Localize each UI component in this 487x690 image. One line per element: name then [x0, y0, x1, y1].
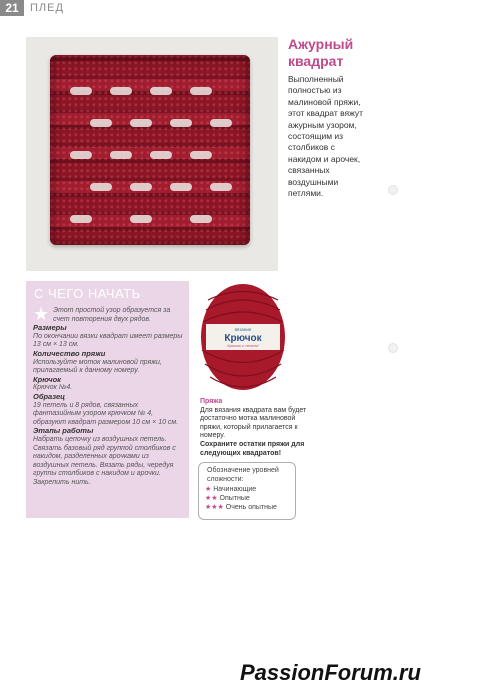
lace-hole — [190, 151, 212, 159]
how-to-start-box — [26, 281, 189, 518]
yarn-label-small: вязание — [234, 327, 252, 332]
article-title: Ажурный квадрат — [288, 36, 354, 69]
lace-hole — [210, 119, 232, 127]
yarn-info — [200, 398, 312, 458]
legend-row-experienced: ★★ Опытные — [205, 495, 250, 502]
lace-hole — [130, 183, 152, 191]
star-icon: ★ — [33, 304, 50, 324]
decor-dot — [388, 343, 398, 353]
article-description: Выполненный полностью из малиновой пряжи, этот квадрат вяжут ажурным узором, состоящим из столбиков с накидом и арочек, связанных воздушными петлями. — [288, 74, 364, 199]
lace-hole — [170, 119, 192, 127]
sample-heading: Образец — [33, 391, 65, 401]
star-icon: ★ — [205, 486, 212, 493]
legend-row-expert: ★★★ Очень опытные — [205, 504, 277, 511]
size-heading: Размеры — [33, 323, 67, 333]
lace-hole — [130, 215, 152, 223]
yarn-heading: Пряжа — [200, 398, 223, 405]
legend-row-beginner: ★ Начинающие — [205, 486, 257, 493]
star-icon: ★★ — [205, 495, 218, 502]
lace-hole — [210, 183, 232, 191]
lace-hole — [90, 119, 112, 127]
lace-hole — [150, 87, 172, 95]
page-number: 21 — [0, 0, 24, 16]
lace-hole — [90, 183, 112, 191]
intro-text: Этот простой узор образуется за счет повторения двух рядов. — [53, 307, 171, 323]
lace-hole — [70, 151, 92, 159]
lace-hole — [190, 215, 212, 223]
box-content — [33, 304, 185, 487]
difficulty-legend — [198, 462, 296, 520]
yarn-qty-heading: Количество пряжи — [33, 348, 106, 358]
hook-text: Крючок №4. — [33, 384, 73, 392]
yarn-text: Для вязания квадрата вам будет достаточно мотка малиновой пряжи, который прилагается к номеру. — [200, 406, 307, 440]
steps-heading: Этапы работы — [33, 426, 94, 436]
lace-hole — [150, 151, 172, 159]
sample-text: 19 петель и 8 рядов, связанных фантазийным узором крючком № 4, образуют квадрат размером 10 см × 10 см. — [33, 401, 179, 426]
lace-hole — [190, 87, 212, 95]
box-title: С ЧЕГО НАЧАТЬ — [34, 286, 141, 301]
steps-text: Набрать цепочку из воздушных петель. Связать базовый ряд группой столбиков с накидом, разделенных арочками из воздушных петель. Вязать ряды, чередуя группы столбиков с накидом и арочки. Закрепить нить. — [33, 435, 176, 486]
lace-hole — [170, 183, 192, 191]
decor-dot — [388, 185, 398, 195]
hook-heading: Крючок — [33, 374, 61, 384]
watermark: PassionForum.ru — [240, 660, 421, 685]
lace-hole — [110, 87, 132, 95]
yarn-label-sub: Крючок и петля! — [227, 343, 259, 348]
page-header — [0, 0, 487, 18]
size-text: По окончании вязки квадрат имеет размеры 13 см × 13 см. — [33, 332, 183, 349]
legend-title: Обозначение уровней сложности: — [207, 467, 279, 483]
lace-hole — [70, 87, 92, 95]
lace-hole — [70, 215, 92, 223]
star-icon: ★★★ — [205, 504, 224, 511]
yarn-bold-text: Сохраните остатки пряжи для следующих квадратов! — [200, 440, 305, 457]
yarn-qty-text: Используйте моток малиновой пряжи, прилагаемый к данному номеру. — [33, 358, 162, 375]
yarn-label-brand: Крючок — [224, 333, 262, 344]
lace-hole — [110, 151, 132, 159]
crochet-square-photo — [26, 37, 278, 271]
lace-hole — [130, 119, 152, 127]
yarn-ball-photo — [198, 280, 288, 395]
section-title: ПЛЕД — [30, 2, 64, 14]
